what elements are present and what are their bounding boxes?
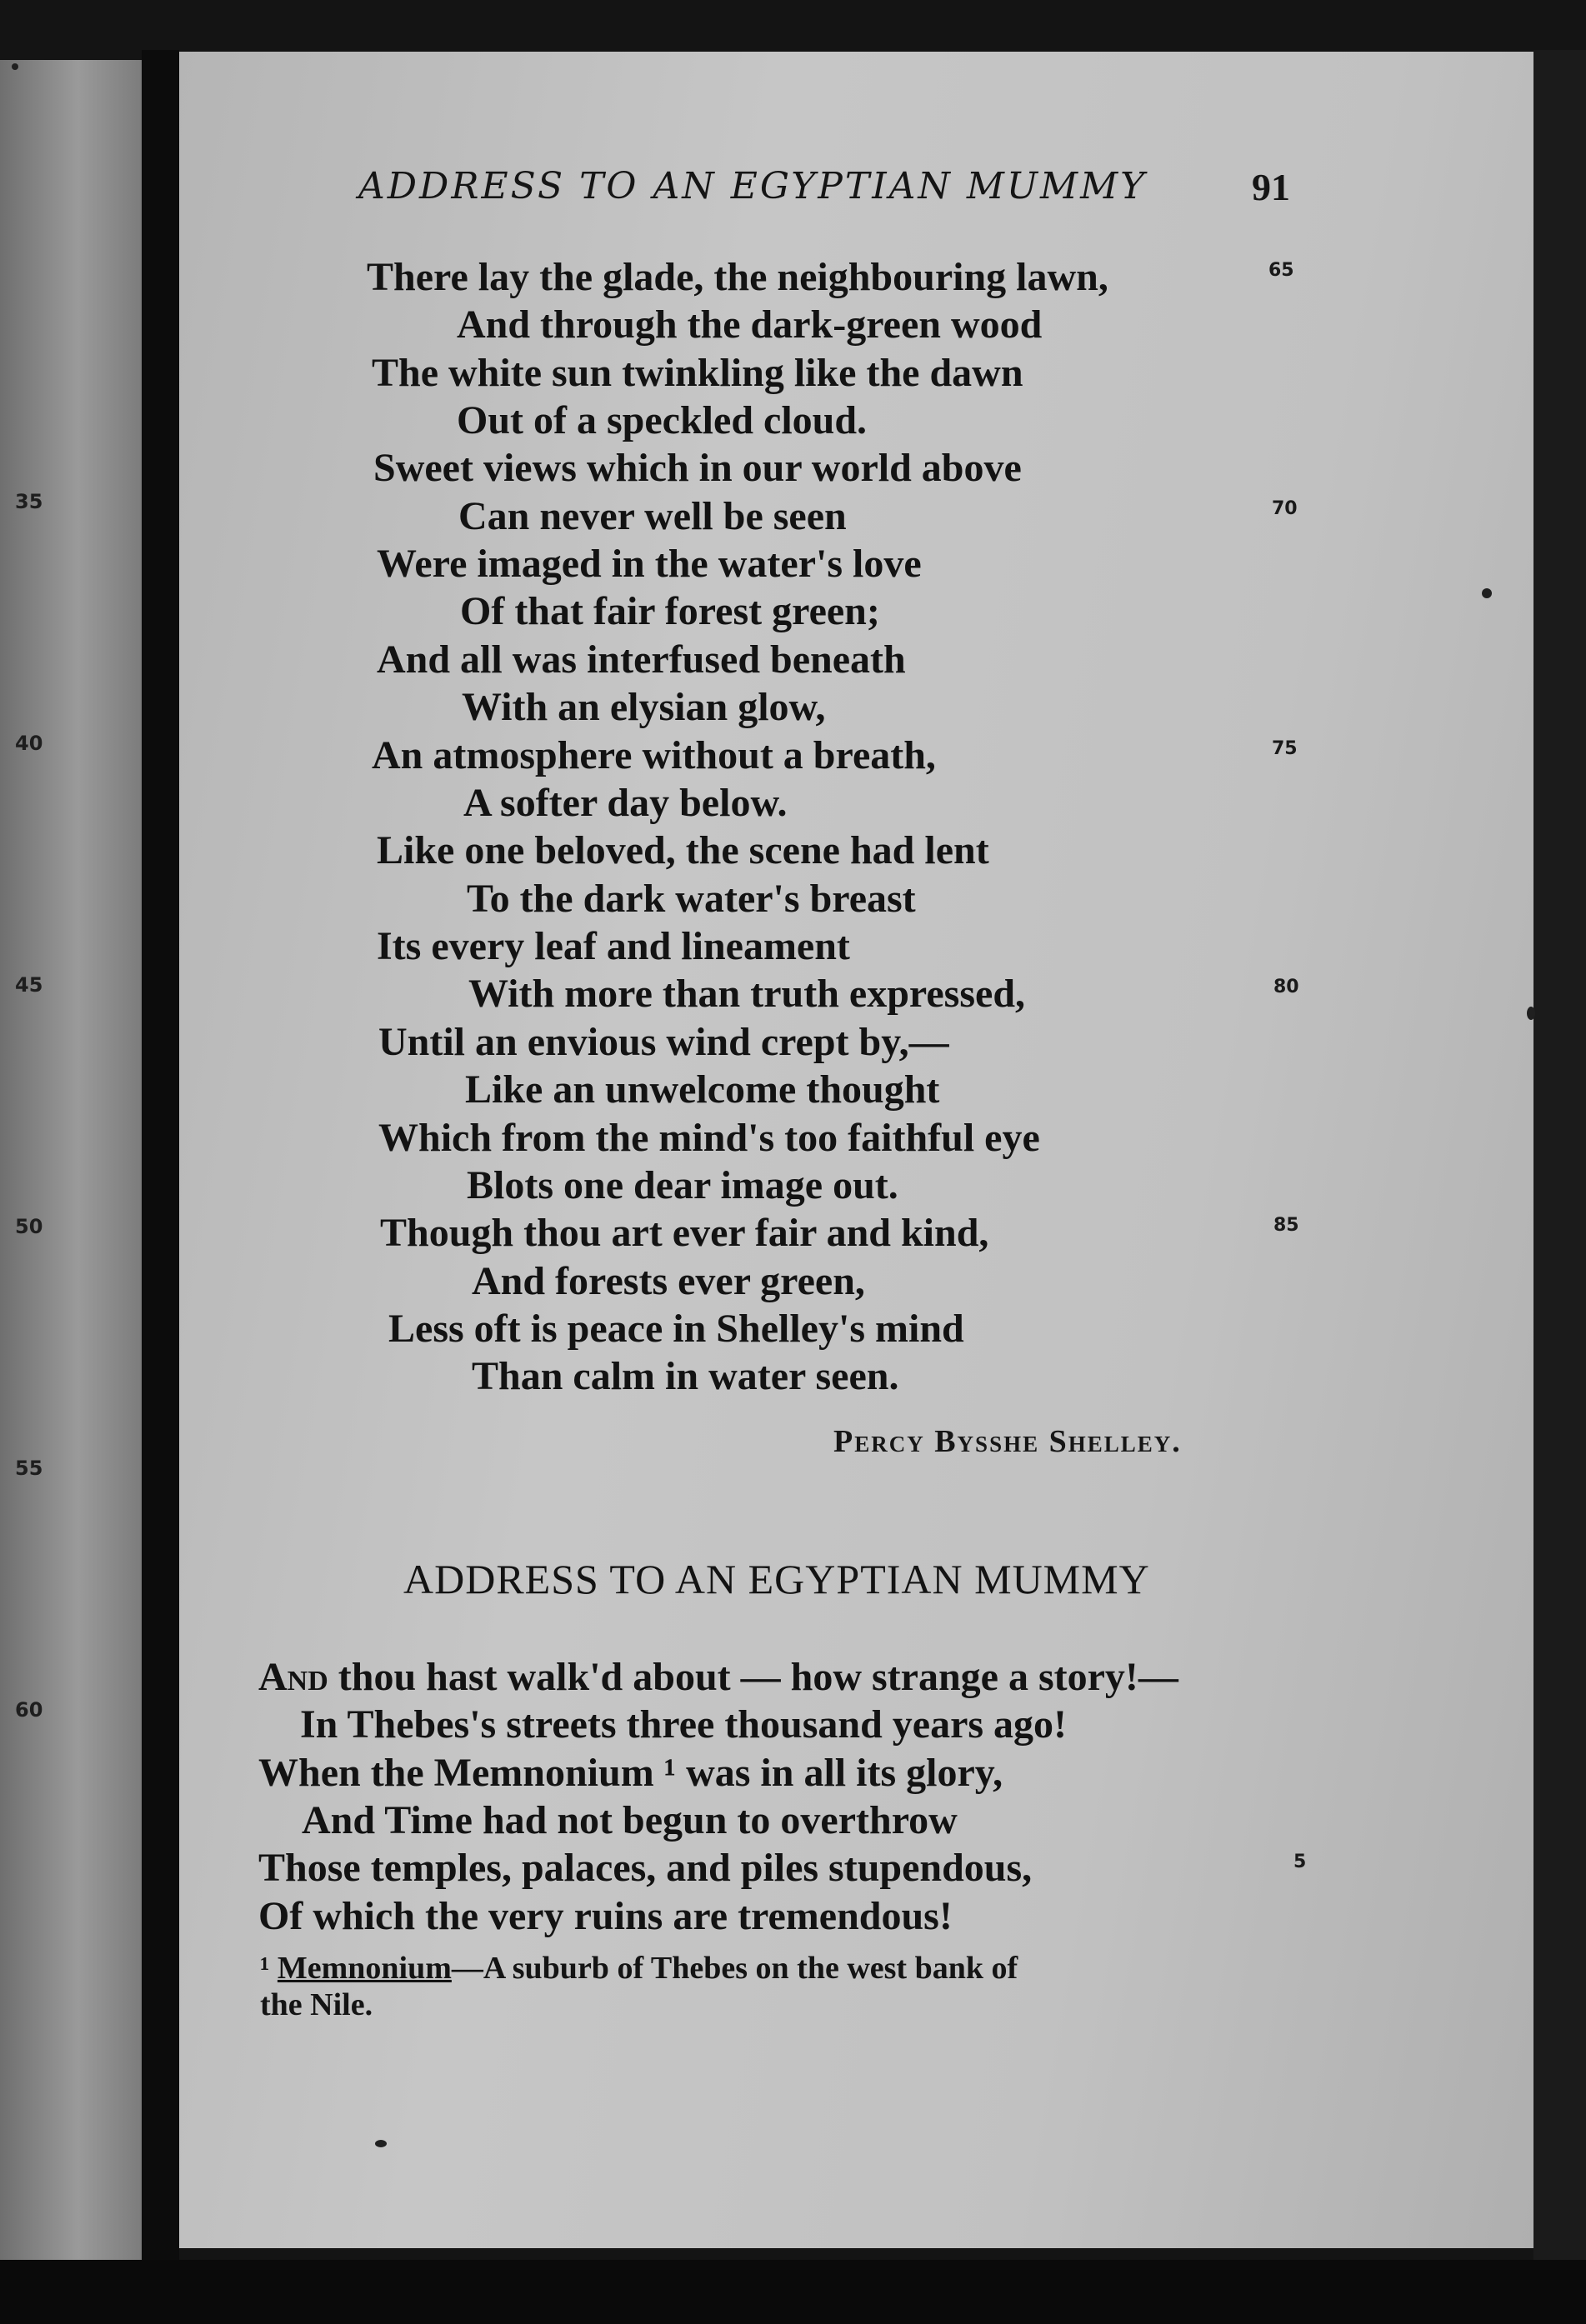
poem-line: When the Memnonium ¹ was in all its glory, xyxy=(258,1751,1003,1795)
footnote xyxy=(260,1950,1310,2023)
left-line-number: 40 xyxy=(15,732,43,755)
poem-line: With more than truth expressed, xyxy=(468,972,1026,1016)
poem-line: A softer day below. xyxy=(463,781,788,825)
page-number: 91 xyxy=(1252,166,1290,208)
line-number: 80 xyxy=(1273,977,1299,997)
poem-line: Sweet views which in our world above xyxy=(373,446,1022,490)
line-number: 5 xyxy=(1293,1852,1307,1872)
poem-line: Than calm in water seen. xyxy=(472,1354,899,1398)
ink-speck xyxy=(1527,1007,1535,1020)
poem-line: And through the dark-green wood xyxy=(457,302,1043,347)
line-number: 85 xyxy=(1273,1215,1299,1236)
poem-line: And Time had not begun to overthrow xyxy=(302,1798,958,1842)
poem-line: Out of a speckled cloud. xyxy=(457,398,868,442)
poem-line xyxy=(258,1654,1178,1701)
ink-speck xyxy=(1482,588,1492,598)
poem-line: In Thebes's streets three thousand years ago! xyxy=(300,1702,1068,1747)
poem-line: Less oft is peace in Shelley's mind xyxy=(388,1307,964,1351)
poem-line: With an elysian glow, xyxy=(462,685,826,729)
poem-line: Blots one dear image out. xyxy=(467,1163,898,1207)
left-line-number: 50 xyxy=(15,1215,43,1238)
attribution: Percy Bysshe Shelley. xyxy=(833,1424,1182,1459)
first-word: And xyxy=(258,1655,328,1699)
poem-line: Can never well be seen xyxy=(458,494,847,538)
poem-line: There lay the glade, the neighbouring lawn, xyxy=(367,255,1108,299)
left-line-number: 45 xyxy=(15,973,43,997)
poem-line: Were imaged in the water's love xyxy=(377,542,922,586)
line-text: thou hast walk'd about — how strange a story!— xyxy=(328,1655,1178,1699)
poem-line: To the dark water's breast xyxy=(467,877,916,921)
bottom-edge xyxy=(0,2260,1586,2324)
poem-line: Its every leaf and lineament xyxy=(377,924,850,968)
left-line-number: 60 xyxy=(15,1698,43,1722)
line-number: 65 xyxy=(1268,260,1294,281)
line-number: 70 xyxy=(1272,498,1298,519)
poem-line: Those temples, palaces, and piles stupendous, xyxy=(258,1846,1033,1890)
poem-line: Of that fair forest green; xyxy=(460,589,880,633)
footnote-continuation: the Nile. xyxy=(260,1987,373,2022)
poem-title: ADDRESS TO AN EGYPTIAN MUMMY xyxy=(403,1556,1150,1602)
footnote-marker: ¹ xyxy=(260,1951,278,1986)
ink-speck xyxy=(12,63,18,70)
poem-line: Until an envious wind crept by,— xyxy=(378,1020,949,1064)
book-spine xyxy=(142,50,179,2267)
poem-line: An atmosphere without a breath, xyxy=(372,733,936,777)
poem-line: Of which the very ruins are tremendous! xyxy=(258,1894,953,1938)
poem-line: Which from the mind's too faithful eye xyxy=(378,1116,1040,1160)
poem-line: Like an unwelcome thought xyxy=(465,1067,940,1112)
running-title: ADDRESS TO AN EGYPTIAN MUMMY xyxy=(358,165,1148,207)
poem-line: Like one beloved, the scene had lent xyxy=(377,828,989,872)
poem-line: The white sun twinkling like the dawn xyxy=(372,351,1023,395)
left-line-number: 35 xyxy=(15,490,43,513)
poem-line: Though thou art ever fair and kind, xyxy=(380,1211,989,1255)
line-number: 75 xyxy=(1272,738,1298,759)
footnote-term: Memnonium xyxy=(277,1951,452,1986)
footnote-text: —A suburb of Thebes on the west bank of xyxy=(451,1951,1018,1986)
right-edge xyxy=(1533,50,1586,2267)
left-line-number: 55 xyxy=(15,1457,43,1480)
poem-line: And all was interfused beneath xyxy=(377,637,906,682)
left-page-edge xyxy=(0,60,142,2260)
ink-speck xyxy=(375,2140,387,2147)
poem-line: And forests ever green, xyxy=(472,1259,865,1303)
